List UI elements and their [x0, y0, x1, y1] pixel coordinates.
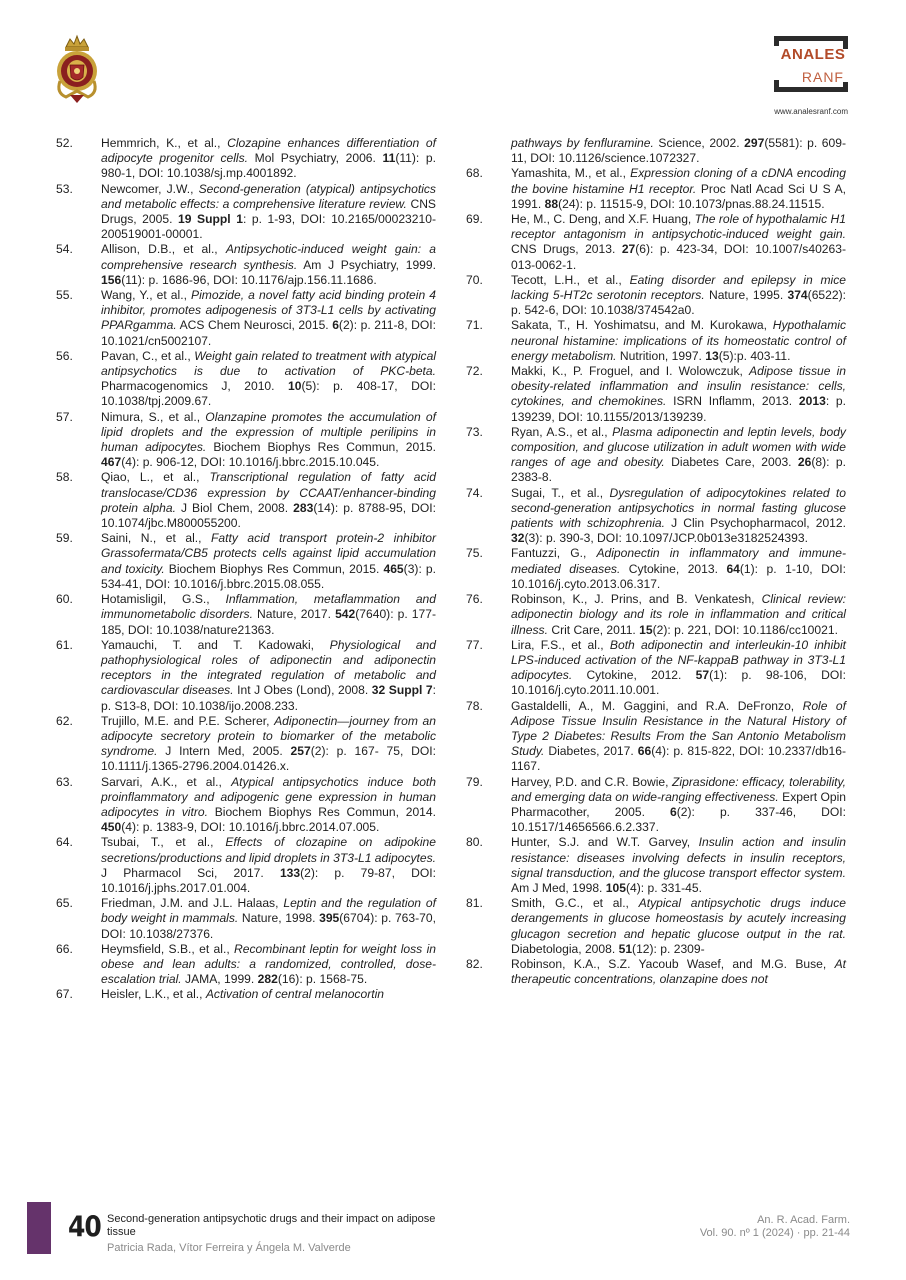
reference-item	[56, 288, 436, 349]
reference-segment: Am J Med, 1998.	[511, 880, 606, 895]
reference-title: Inflammation, metaflammation and immunometabolic disorders.	[101, 592, 436, 622]
reference-segment: Mol Psychiatry, 2006.	[248, 151, 383, 166]
footer-journal-citation	[700, 1214, 850, 1240]
reference-segment: Pavan, C., et al.,	[101, 348, 195, 363]
reference-volume: 26	[797, 455, 812, 470]
reference-segment: Nature, 1995.	[704, 288, 788, 303]
reference-volume: 374	[787, 288, 808, 303]
reference-title: Ziprasidone: efficacy, tolerability, and emerging data on wide-ranging effectiveness.	[511, 774, 847, 804]
reference-item	[56, 470, 436, 531]
reference-title: Clinical review: adiponectin biology and its role in inflammation and critical illness.	[511, 592, 846, 637]
reference-segment: (6522): p. 542-6, DOI: 10.1038/374542a0.	[511, 288, 846, 318]
reference-segment: Sakata, T., H. Yoshimatsu, and M. Kurokawa,	[511, 318, 773, 333]
reference-volume: 156	[101, 272, 122, 287]
reference-item	[466, 896, 846, 957]
reference-segment: Nature, 2017.	[252, 607, 336, 622]
reference-number: 65.	[56, 896, 73, 911]
reference-item	[466, 957, 846, 987]
reference-text	[101, 288, 436, 349]
reference-volume: 32	[511, 531, 525, 546]
reference-volume: 105	[605, 880, 626, 895]
reference-segment: Diabetes Care, 2003.	[664, 455, 798, 470]
reference-text	[511, 775, 846, 836]
reference-item	[56, 775, 436, 836]
reference-segment: Hemmrich, K., et al.,	[101, 136, 228, 150]
reference-item	[466, 486, 846, 547]
reference-title: Transcriptional regulation of fatty acid translocase/CD36 expression by CCAAT/enhancer-binding protein alpha.	[101, 470, 436, 515]
reference-title: Physiological and pathophysiological roles of adiponectin and adiponectin receptors in the integrated regulation of metabolic and cardiovascular diseases.	[101, 637, 436, 698]
reference-text	[511, 212, 846, 273]
reference-segment: (6704): p. 763-70, DOI: 10.1038/27376.	[101, 911, 436, 941]
reference-item	[466, 425, 846, 486]
reference-segment: Int J Obes (Lond), 2008.	[233, 683, 372, 698]
reference-segment: CNS Drugs, 2005.	[101, 196, 436, 227]
reference-segment: J Biol Chem, 2008.	[175, 500, 294, 515]
reference-number: 53.	[56, 181, 73, 196]
reference-title: Clozapine enhances differentiation of adipocyte progenitor cells.	[101, 136, 436, 166]
reference-segment: Biochem Biophys Res Commun, 2015.	[206, 440, 436, 455]
reference-segment: Ryan, A.S., et al.,	[511, 424, 613, 439]
reference-segment: (5): p. 408-17, DOI: 10.1038/tpj.2009.67.	[101, 379, 436, 409]
journal-name: An. R. Acad. Farm.	[757, 1214, 850, 1226]
reference-segment: (5581): p. 609-11, DOI: 10.1126/science.1072327.	[511, 136, 846, 166]
reference-number: 59.	[56, 531, 73, 546]
reference-title: Atypical antipsychotic drugs induce derangements in glucose homeostasis by acutely increasing glucagon secretion and hepatic glucose output in the rat.	[511, 896, 847, 941]
reference-item	[56, 136, 436, 182]
reference-title: Both adiponectin and interleukin-10 inhibit LPS-induced activation of the NF-kappaB pathway in 3T3-L1 adipocytes.	[511, 637, 846, 683]
reference-title: Adiponectin in inflammatory and immune-mediated diseases.	[511, 546, 846, 576]
reference-volume: 6	[670, 804, 677, 819]
reference-segment: (4): p. 815-822, DOI: 10.2337/db16-1167.	[511, 744, 847, 774]
reference-title: Recombinant leptin for weight loss in obese and lean adults: a randomized, controlled, dose-escalation trial.	[101, 941, 436, 987]
journal-volume: Vol. 90. nº 1 (2024) · pp. 21-44	[699, 1227, 850, 1239]
reference-item	[466, 212, 846, 273]
reference-volume: 542	[335, 607, 356, 622]
reference-title: Pimozide, a novel fatty acid binding protein 4 inhibitor, promotes adipogenesis of 3T3-L1 cells by activating PPARgamma.	[101, 288, 436, 333]
reference-number: 81.	[466, 896, 483, 911]
reference-segment: JAMA, 1999.	[181, 972, 258, 987]
reference-segment: Nutrition, 1997.	[616, 348, 706, 363]
reference-segment: (5):p. 403-11.	[718, 348, 791, 363]
reference-item	[56, 592, 436, 638]
reference-number: 73.	[466, 424, 483, 439]
reference-item	[466, 166, 846, 212]
reference-title: Expression cloning of a cDNA encoding the bovine histamine H1 receptor.	[511, 166, 847, 196]
reference-volume: 282	[257, 972, 278, 987]
reference-segment: Expert Opin Pharmacother, 2005.	[511, 789, 847, 819]
reference-title: Second-generation (atypical) antipsychotics and metabolic effects: a comprehensive literature review.	[101, 181, 436, 211]
reference-segment: Harvey, P.D. and C.R. Bowie,	[511, 774, 673, 789]
reference-number: 70.	[466, 272, 483, 287]
reference-segment: Hunter, S.J. and W.T. Garvey,	[511, 835, 699, 850]
reference-segment: (2): p. 167- 75, DOI: 10.1111/j.1365-2796.2004.01426.x.	[101, 744, 436, 774]
reference-segment: (4): p. 331-45.	[625, 880, 702, 895]
reference-text	[511, 835, 846, 896]
reference-text	[101, 638, 436, 714]
anales-ranf-logo	[774, 36, 848, 92]
reference-segment: Wang, Y., et al.,	[101, 288, 192, 303]
reference-item	[466, 835, 846, 896]
reference-item	[56, 835, 436, 896]
reference-segment: J Clin Psychopharmacol, 2012.	[665, 516, 846, 531]
reference-title: Weight gain related to treatment with atypical antipsychotics is due to activation of PKC-beta.	[101, 348, 437, 379]
reference-segment: (3): p. 390-3, DOI: 10.1097/JCP.0b013e3182524393.	[524, 531, 808, 546]
reference-volume: 66	[637, 744, 652, 759]
reference-volume: 19 Suppl 1	[178, 212, 243, 227]
reference-segment: CNS Drugs, 2013.	[511, 242, 622, 257]
reference-number: 57.	[56, 409, 73, 424]
reference-text	[511, 592, 846, 638]
reference-number: 74.	[466, 485, 483, 500]
reference-text	[101, 987, 436, 1002]
reference-segment: (2): p. 221, DOI: 10.1186/cc10021.	[652, 622, 838, 637]
reference-segment: Cytokine, 2013.	[620, 561, 727, 576]
reference-title: Atypical antipsychotics induce both proinflammatory and adipogenic gene expression in human adipocytes in vitro.	[101, 774, 437, 819]
reference-title: Eating disorder and epilepsy in mice lacking 5-HT2c serotonin receptors.	[511, 272, 847, 303]
reference-number: 62.	[56, 713, 73, 728]
reference-segment: (6): p. 423-34, DOI: 10.1007/s40263-013-0062-1.	[511, 242, 847, 272]
reference-segment: Sarvari, A.K., et al.,	[101, 774, 232, 789]
reference-text	[511, 546, 846, 592]
reference-item	[466, 699, 846, 775]
reference-text	[101, 182, 436, 243]
reference-segment: ACS Chem Neurosci, 2015.	[176, 318, 333, 333]
reference-item	[56, 349, 436, 410]
reference-number: 76.	[466, 592, 483, 607]
reference-segment: (24): p. 11515-9, DOI: 10.1073/pnas.88.24.11515.	[558, 196, 825, 211]
reference-number: 60.	[56, 592, 73, 607]
reference-segment: Yamauchi, T. and T. Kadowaki,	[101, 637, 330, 652]
reference-volume: 10	[288, 379, 302, 394]
reference-title: Insulin action and insulin resistance: diseases involving defects in insulin receptors, signal transduction, and the glucose transport effector system.	[511, 835, 846, 880]
reference-volume: 133	[279, 865, 301, 880]
reference-number: 55.	[56, 288, 73, 303]
reference-number: 72.	[466, 364, 483, 379]
reference-number: 61.	[56, 637, 73, 652]
reference-segment: J Pharmacol Sci, 2017.	[101, 865, 280, 880]
reference-segment: (8): p. 2383-8.	[511, 455, 846, 485]
reference-item	[466, 318, 846, 364]
reference-text	[511, 425, 846, 486]
reference-title: Plasma adiponectin and leptin levels, body composition, and glucose utilization in adult women with wide ranges of age and obesity.	[511, 424, 846, 470]
reference-segment: (3): p. 534-41, DOI: 10.1016/j.bbrc.2015.08.055.	[101, 561, 436, 591]
reference-text	[101, 942, 436, 988]
reference-segment: (4): p. 1383-9, DOI: 10.1016/j.bbrc.2014.07.005.	[121, 820, 380, 835]
website-url[interactable]: www.analesranf.com	[774, 107, 848, 116]
reference-volume: 2013	[798, 394, 826, 409]
logo-word-ranf: RANF	[801, 69, 844, 85]
reference-text	[511, 166, 846, 212]
reference-volume: 11	[382, 151, 396, 166]
reference-item	[56, 896, 436, 942]
reference-segment: (16): p. 1568-75.	[277, 972, 368, 987]
reference-segment: Fantuzzi, G.,	[511, 546, 597, 561]
reference-segment: (4): p. 906-12, DOI: 10.1016/j.bbrc.2015.10.045.	[121, 455, 380, 470]
reference-segment: (2): p. 337-46, DOI: 10.1517/14656566.6.2.337.	[511, 804, 846, 835]
reference-item	[56, 242, 436, 288]
reference-item	[56, 987, 436, 1002]
reference-item	[466, 136, 846, 166]
reference-segment: Robinson, K.A., S.Z. Yacoub Wasef, and M.G. Buse,	[511, 956, 835, 971]
reference-text	[101, 835, 436, 896]
reference-volume: 64	[726, 561, 740, 576]
reference-segment: Robinson, K., J. Prins, and B. Venkatesh,	[511, 592, 762, 607]
reference-segment: (1): p. 98-106, DOI: 10.1016/j.cyto.2011.10.001.	[511, 668, 846, 698]
reference-text	[101, 896, 436, 942]
reference-segment: He, M., C. Deng, and X.F. Huang,	[511, 212, 695, 227]
reference-text	[101, 592, 436, 638]
reference-volume: 467	[101, 455, 122, 470]
reference-segment: (14): p. 8788-95, DOI: 10.1074/jbc.M800055200.	[101, 500, 436, 531]
reference-segment: Friedman, J.M. and J.L. Halaas,	[101, 896, 284, 911]
reference-item	[466, 775, 846, 836]
reference-number: 75.	[466, 546, 483, 561]
reference-volume: 51	[618, 941, 633, 956]
reference-segment: Hotamisligil, G.S.,	[101, 592, 226, 607]
reference-segment: Diabetologia, 2008.	[511, 941, 619, 956]
reference-segment: Am J Psychiatry, 1999.	[297, 257, 436, 272]
reference-segment: J Intern Med, 2005.	[157, 744, 291, 759]
reference-segment: Tecott, L.H., et al.,	[511, 272, 630, 287]
reference-volume: 88	[544, 196, 559, 211]
reference-text	[101, 531, 436, 592]
reference-text	[511, 486, 846, 547]
reference-number: 68.	[466, 166, 483, 181]
reference-segment: Qiao, L., et al.,	[101, 470, 210, 485]
footer-authors: Patricia Rada, Vítor Ferreira y Ángela M. Valverde	[107, 1242, 351, 1254]
reference-text	[511, 699, 846, 775]
reference-segment: Heymsfield, S.B., et al.,	[101, 941, 235, 956]
reference-number: 66.	[56, 941, 73, 956]
reference-item	[466, 638, 846, 699]
reference-segment: Smith, G.C., et al.,	[511, 896, 639, 911]
reference-segment: (7640): p. 177-185, DOI: 10.1038/nature21363.	[101, 607, 436, 637]
logo-word-anales: ANALES	[780, 46, 846, 63]
reference-text	[101, 410, 436, 471]
reference-volume: 297	[744, 136, 765, 150]
reference-segment: Science, 2002.	[653, 136, 745, 150]
reference-segment: : p. 1-93, DOI: 10.2165/00023210-200519001-00001.	[101, 212, 436, 242]
reference-segment: Yamashita, M., et al.,	[511, 166, 631, 181]
reference-segment: Proc Natl Acad Sci U S A, 1991.	[511, 181, 846, 211]
reference-volume: 257	[290, 744, 311, 759]
reference-title: pathways by fenfluramine.	[511, 136, 654, 150]
reference-item	[56, 182, 436, 243]
reference-segment: Tsubai, T., et al.,	[101, 835, 226, 850]
reference-number: 52.	[56, 136, 73, 150]
reference-segment: : p. S13-8, DOI: 10.1038/ijo.2008.233.	[101, 683, 436, 713]
reference-number: 82.	[466, 956, 483, 971]
reference-title: Hypothalamic neuronal histamine: implications of its homeostatic control of energy metabolism.	[511, 318, 846, 363]
reference-number: 79.	[466, 774, 483, 789]
reference-segment: Biochem Biophys Res Commun, 2015.	[164, 561, 384, 576]
reference-segment: Sugai, T., et al.,	[511, 485, 610, 500]
reference-volume: 27	[621, 242, 636, 257]
reference-volume: 13	[705, 348, 719, 363]
reference-text	[101, 349, 436, 410]
reference-segment: (2): p. 211-8, DOI: 10.1021/cn5002107.	[101, 318, 436, 348]
reference-segment: Nature, 1998.	[238, 911, 320, 926]
reference-segment: Nimura, S., et al.,	[101, 409, 206, 424]
reference-segment: Gastaldelli, A., M. Gaggini, and R.A. DeFronzo,	[511, 698, 803, 713]
reference-item	[466, 546, 846, 592]
reference-segment: Allison, D.B., et al.,	[101, 242, 226, 257]
reference-volume: 283	[293, 500, 314, 515]
reference-segment: (11): p. 1686-96, DOI: 10.1176/ajp.156.11.1686.	[121, 272, 377, 287]
reference-title: Adiponectin—journey from an adipocyte secretory protein to biomarker of the metabolic syndrome.	[101, 713, 436, 759]
reference-title: Effects of clozapine on adipokine secretions/productions and lipid droplets in 3T3-L1 adipocytes.	[101, 835, 436, 865]
reference-text	[101, 714, 436, 775]
reference-number: 77.	[466, 637, 483, 652]
reference-number: 54.	[56, 242, 73, 257]
reference-text	[511, 318, 846, 364]
reference-segment: Heisler, L.K., et al.,	[101, 987, 206, 1002]
reference-number: 69.	[466, 212, 483, 227]
reference-title: Role of Adipose Tissue Insulin Resistance in the Natural History of Type 2 Diabetes: Results From the San Antonio Metabolism Study.	[511, 698, 846, 759]
reference-title: Antipsychotic-induced weight gain: a comprehensive research synthesis.	[101, 242, 436, 272]
reference-segment: Pharmacogenomics J, 2010.	[101, 379, 288, 394]
reference-text	[511, 136, 846, 166]
reference-item	[466, 273, 846, 319]
reference-number: 58.	[56, 470, 73, 485]
reference-text	[511, 896, 846, 957]
reference-text	[511, 638, 846, 699]
reference-text	[101, 242, 436, 288]
academy-crest-logo	[52, 33, 102, 105]
reference-volume: 395	[319, 911, 340, 926]
reference-segment: (12): p. 2309-	[632, 941, 705, 956]
page-number: 40	[68, 1210, 101, 1244]
reference-segment: Diabetes, 2017.	[544, 744, 638, 759]
reference-title: At therapeutic concentrations, olanzapine does not	[511, 956, 846, 987]
reference-number: 80.	[466, 835, 483, 850]
reference-item	[466, 592, 846, 638]
reference-item	[56, 410, 436, 471]
reference-volume: 450	[101, 820, 122, 835]
reference-text	[511, 364, 846, 425]
reference-text	[511, 273, 846, 319]
reference-title: Fatty acid transport protein-2 inhibitor Grassofermata/CB5 protects cells against lipid accumulation and toxicity.	[101, 531, 436, 576]
reference-item	[56, 638, 436, 714]
reference-segment: Saini, N., et al.,	[101, 531, 212, 546]
reference-number: 78.	[466, 698, 483, 713]
reference-text	[101, 470, 436, 531]
reference-segment: ISRN Inflamm, 2013.	[666, 394, 799, 409]
reference-title: Olanzapine promotes the accumulation of lipid droplets and the expression of multiple perilipins in human adipocytes.	[101, 409, 436, 455]
reference-text	[101, 136, 436, 182]
reference-item	[56, 714, 436, 775]
reference-number: 56.	[56, 348, 73, 363]
reference-volume: 57	[695, 668, 710, 683]
reference-segment: Biochem Biophys Res Commun, 2014.	[207, 804, 436, 819]
reference-title: Dysregulation of adipocytokines related to second-generation antipsychotics in normal fasting glucose patients with schizophrenia.	[511, 485, 846, 531]
reference-segment: Newcomer, J.W.,	[101, 181, 199, 196]
reference-segment: Cytokine, 2012.	[572, 668, 696, 683]
reference-number: 63.	[56, 774, 73, 789]
references-left-column	[56, 136, 436, 1003]
reference-item	[466, 364, 846, 425]
reference-title: Leptin and the regulation of body weight in mammals.	[101, 896, 436, 926]
reference-text	[511, 957, 846, 987]
reference-segment: (1): p. 1-10, DOI: 10.1016/j.cyto.2013.06.317.	[511, 561, 847, 591]
references-right-column	[466, 136, 846, 987]
reference-segment: : p. 139239, DOI: 10.1155/2013/139239.	[511, 394, 847, 424]
reference-title: The role of hypothalamic H1 receptor antagonism in antipsychotic-induced weight gain.	[511, 212, 847, 242]
reference-title: Activation of central melanocortin	[205, 987, 384, 1002]
reference-number: 67.	[56, 987, 73, 1002]
reference-volume: 6	[332, 318, 339, 333]
reference-segment: Lira, F.S., et al.,	[511, 637, 610, 652]
footer-accent-bar	[27, 1202, 51, 1254]
reference-item	[56, 942, 436, 988]
reference-volume: 465	[383, 561, 404, 576]
reference-volume: 32 Suppl 7	[371, 683, 433, 698]
footer-article-title: Second-generation antipsychotic drugs and their impact on adipose tissue	[107, 1213, 436, 1238]
reference-segment: (2): p. 79-87, DOI: 10.1016/j.jphs.2017.01.004.	[101, 865, 436, 895]
reference-segment: Makki, K., P. Froguel, and I. Wolowczuk,	[511, 364, 750, 379]
reference-segment: (11): p. 980-1, DOI: 10.1038/sj.mp.4001892.	[101, 151, 436, 181]
reference-item	[56, 531, 436, 592]
reference-segment: Trujillo, M.E. and P.E. Scherer,	[101, 713, 275, 728]
reference-number: 71.	[466, 318, 483, 333]
reference-text	[101, 775, 436, 836]
reference-volume: 15	[639, 622, 653, 637]
reference-segment: Crit Care, 2011.	[547, 622, 640, 637]
reference-title: Adipose tissue in obesity-related inflammation and insulin resistance: cells, cytokines, and chemokines.	[511, 364, 846, 409]
reference-number: 64.	[56, 835, 73, 850]
